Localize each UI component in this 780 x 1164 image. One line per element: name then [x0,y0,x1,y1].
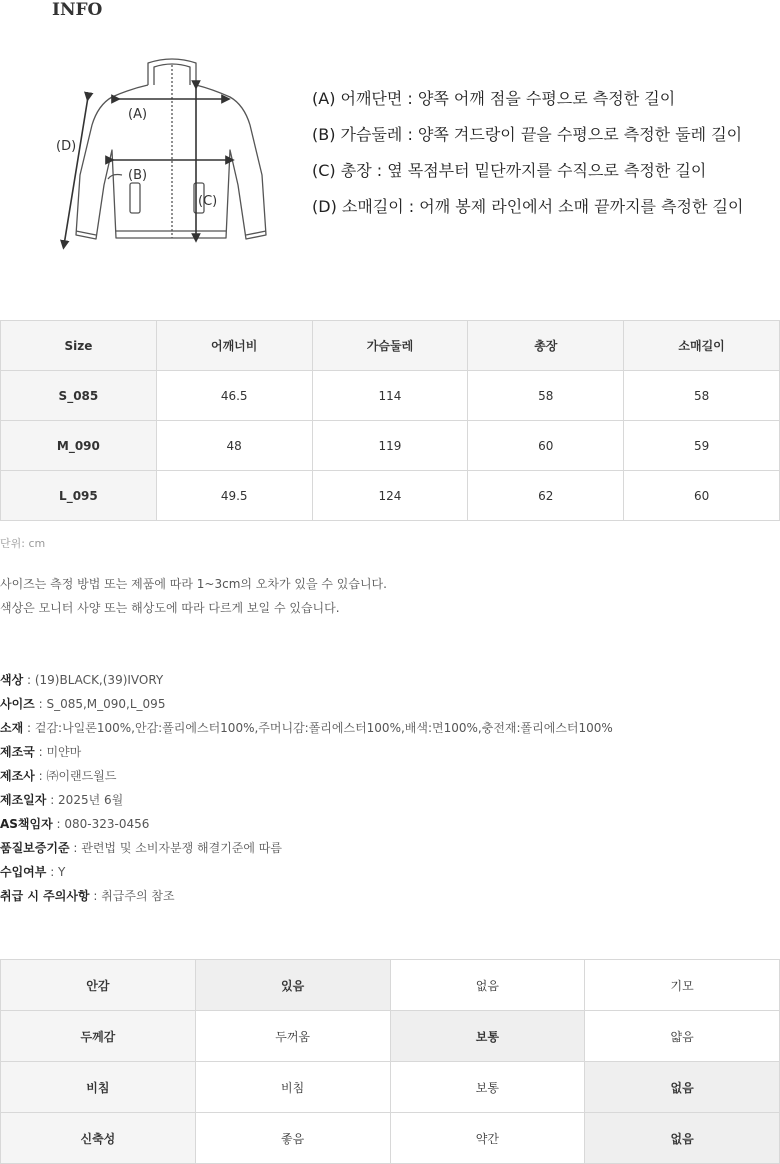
info-label: 취급 시 주의사항 [0,889,90,903]
size-label: L_095 [1,471,157,521]
info-row: 사이즈 : S_085,M_090,L_095 [0,697,166,711]
label-c: (C) [198,194,218,209]
header-cell: 소매길이 [624,321,780,371]
attribute-option: 좋음 [195,1113,390,1164]
info-row: 소재 : 겉감:나일론100%,안감:폴리에스터100%,주머니감:폴리에스터100%,배색:면100%,충전재:폴리에스터100% [0,721,613,735]
info-label: 품질보증기준 [0,841,70,855]
info-value: 취급주의 참조 [101,889,175,903]
attribute-option: 없음 [585,1062,780,1113]
unit-label: 단위: cm [0,537,46,550]
label-b: (B) [128,168,148,183]
table-cell: 58 [468,371,624,421]
product-info-list [0,671,613,911]
fabric-attribute-table [0,959,780,1164]
info-label: 소재 [0,721,24,735]
legend-line-b: (B) 가슴둘레 : 양쪽 겨드랑이 끝을 수평으로 측정한 둘레 길이 [312,125,743,144]
legend-line-d: (D) 소매길이 : 어깨 봉제 라인에서 소매 끝까지를 측정한 길이 [312,197,744,216]
table-cell: 59 [624,421,780,471]
attribute-name: 안감 [1,960,196,1011]
attribute-option: 비침 [195,1062,390,1113]
table-cell: 60 [468,421,624,471]
header-cell: 가슴둘레 [312,321,468,371]
section-title: INFO [52,0,103,20]
info-row: 취급 시 주의사항 : 취급주의 참조 [0,889,175,903]
measurement-legend [312,86,743,230]
legend-line-c: (C) 총장 : 옆 목점부터 밑단까지를 수직으로 측정한 길이 [312,161,707,180]
info-value: 2025년 6월 [58,793,124,807]
info-value: ㈜이랜드월드 [46,769,117,783]
label-d: (D) [56,139,77,154]
attribute-name: 두께감 [1,1011,196,1062]
info-row: 수입여부 : Y [0,865,66,879]
info-row: 품질보증기준 : 관련법 및 소비자분쟁 해결기준에 따름 [0,841,282,855]
info-row: 제조일자 : 2025년 6월 [0,793,124,807]
legend-line-a: (A) 어깨단면 : 양쪽 어깨 점을 수평으로 측정한 길이 [312,89,676,108]
attribute-name: 비침 [1,1062,196,1113]
info-value: 겉감:나일론100%,안감:폴리에스터100%,주머니감:폴리에스터100%,배색:면100%,충전재:폴리에스터100% [34,721,613,735]
header-cell: 총장 [468,321,624,371]
info-value: (19)BLACK,(39)IVORY [34,673,164,687]
attribute-option: 없음 [585,1113,780,1164]
table-cell: 62 [468,471,624,521]
color-note: 색상은 모니터 사양 또는 해상도에 따라 다르게 보일 수 있습니다. [0,601,340,615]
table-row [1,371,780,421]
table-cell: 48 [156,421,312,471]
size-label: M_090 [1,421,157,471]
table-cell: 46.5 [156,371,312,421]
attribute-option: 있음 [195,960,390,1011]
jacket-measurement-diagram [50,55,280,260]
label-a: (A) [128,107,148,122]
attribute-option: 두꺼움 [195,1011,390,1062]
info-label: AS책임자 [0,817,53,831]
table-cell: 58 [624,371,780,421]
info-value: 080-323-0456 [64,817,150,831]
attribute-option: 보통 [390,1062,585,1113]
attribute-option: 기모 [585,960,780,1011]
table-cell: 49.5 [156,471,312,521]
attribute-option: 얇음 [585,1011,780,1062]
info-value: Y [58,865,66,879]
info-label: 사이즈 [0,697,35,711]
info-value: 미얀마 [46,745,82,759]
table-cell: 119 [312,421,468,471]
info-label: 색상 [0,673,24,687]
info-value: 관련법 및 소비자분쟁 해결기준에 따름 [81,841,282,855]
jacket-outline-icon [76,59,266,239]
table-cell: 124 [312,471,468,521]
table-row [1,471,780,521]
attribute-option: 없음 [390,960,585,1011]
size-table [0,320,780,521]
table-row [1,1011,780,1062]
info-label: 수입여부 [0,865,47,879]
info-row: AS책임자 : 080-323-0456 [0,817,150,831]
attribute-option: 약간 [390,1113,585,1164]
header-cell: 어깨너비 [156,321,312,371]
table-row [1,1062,780,1113]
header-cell: Size [1,321,157,371]
table-row [1,1113,780,1164]
table-row [1,960,780,1011]
size-note: 사이즈는 측정 방법 또는 제품에 따라 1~3cm의 오차가 있을 수 있습니다. [0,577,387,591]
info-value: S_085,M_090,L_095 [46,697,166,711]
info-label: 제조일자 [0,793,47,807]
table-row [1,421,780,471]
table-cell: 60 [624,471,780,521]
info-label: 제조사 [0,769,35,783]
size-label: S_085 [1,371,157,421]
info-row: 제조사 : ㈜이랜드월드 [0,769,117,783]
table-cell: 114 [312,371,468,421]
info-row: 색상 : (19)BLACK,(39)IVORY [0,673,164,687]
info-row: 제조국 : 미얀마 [0,745,82,759]
info-label: 제조국 [0,745,35,759]
size-table-header [1,321,780,371]
attribute-option: 보통 [390,1011,585,1062]
attribute-name: 신축성 [1,1113,196,1164]
